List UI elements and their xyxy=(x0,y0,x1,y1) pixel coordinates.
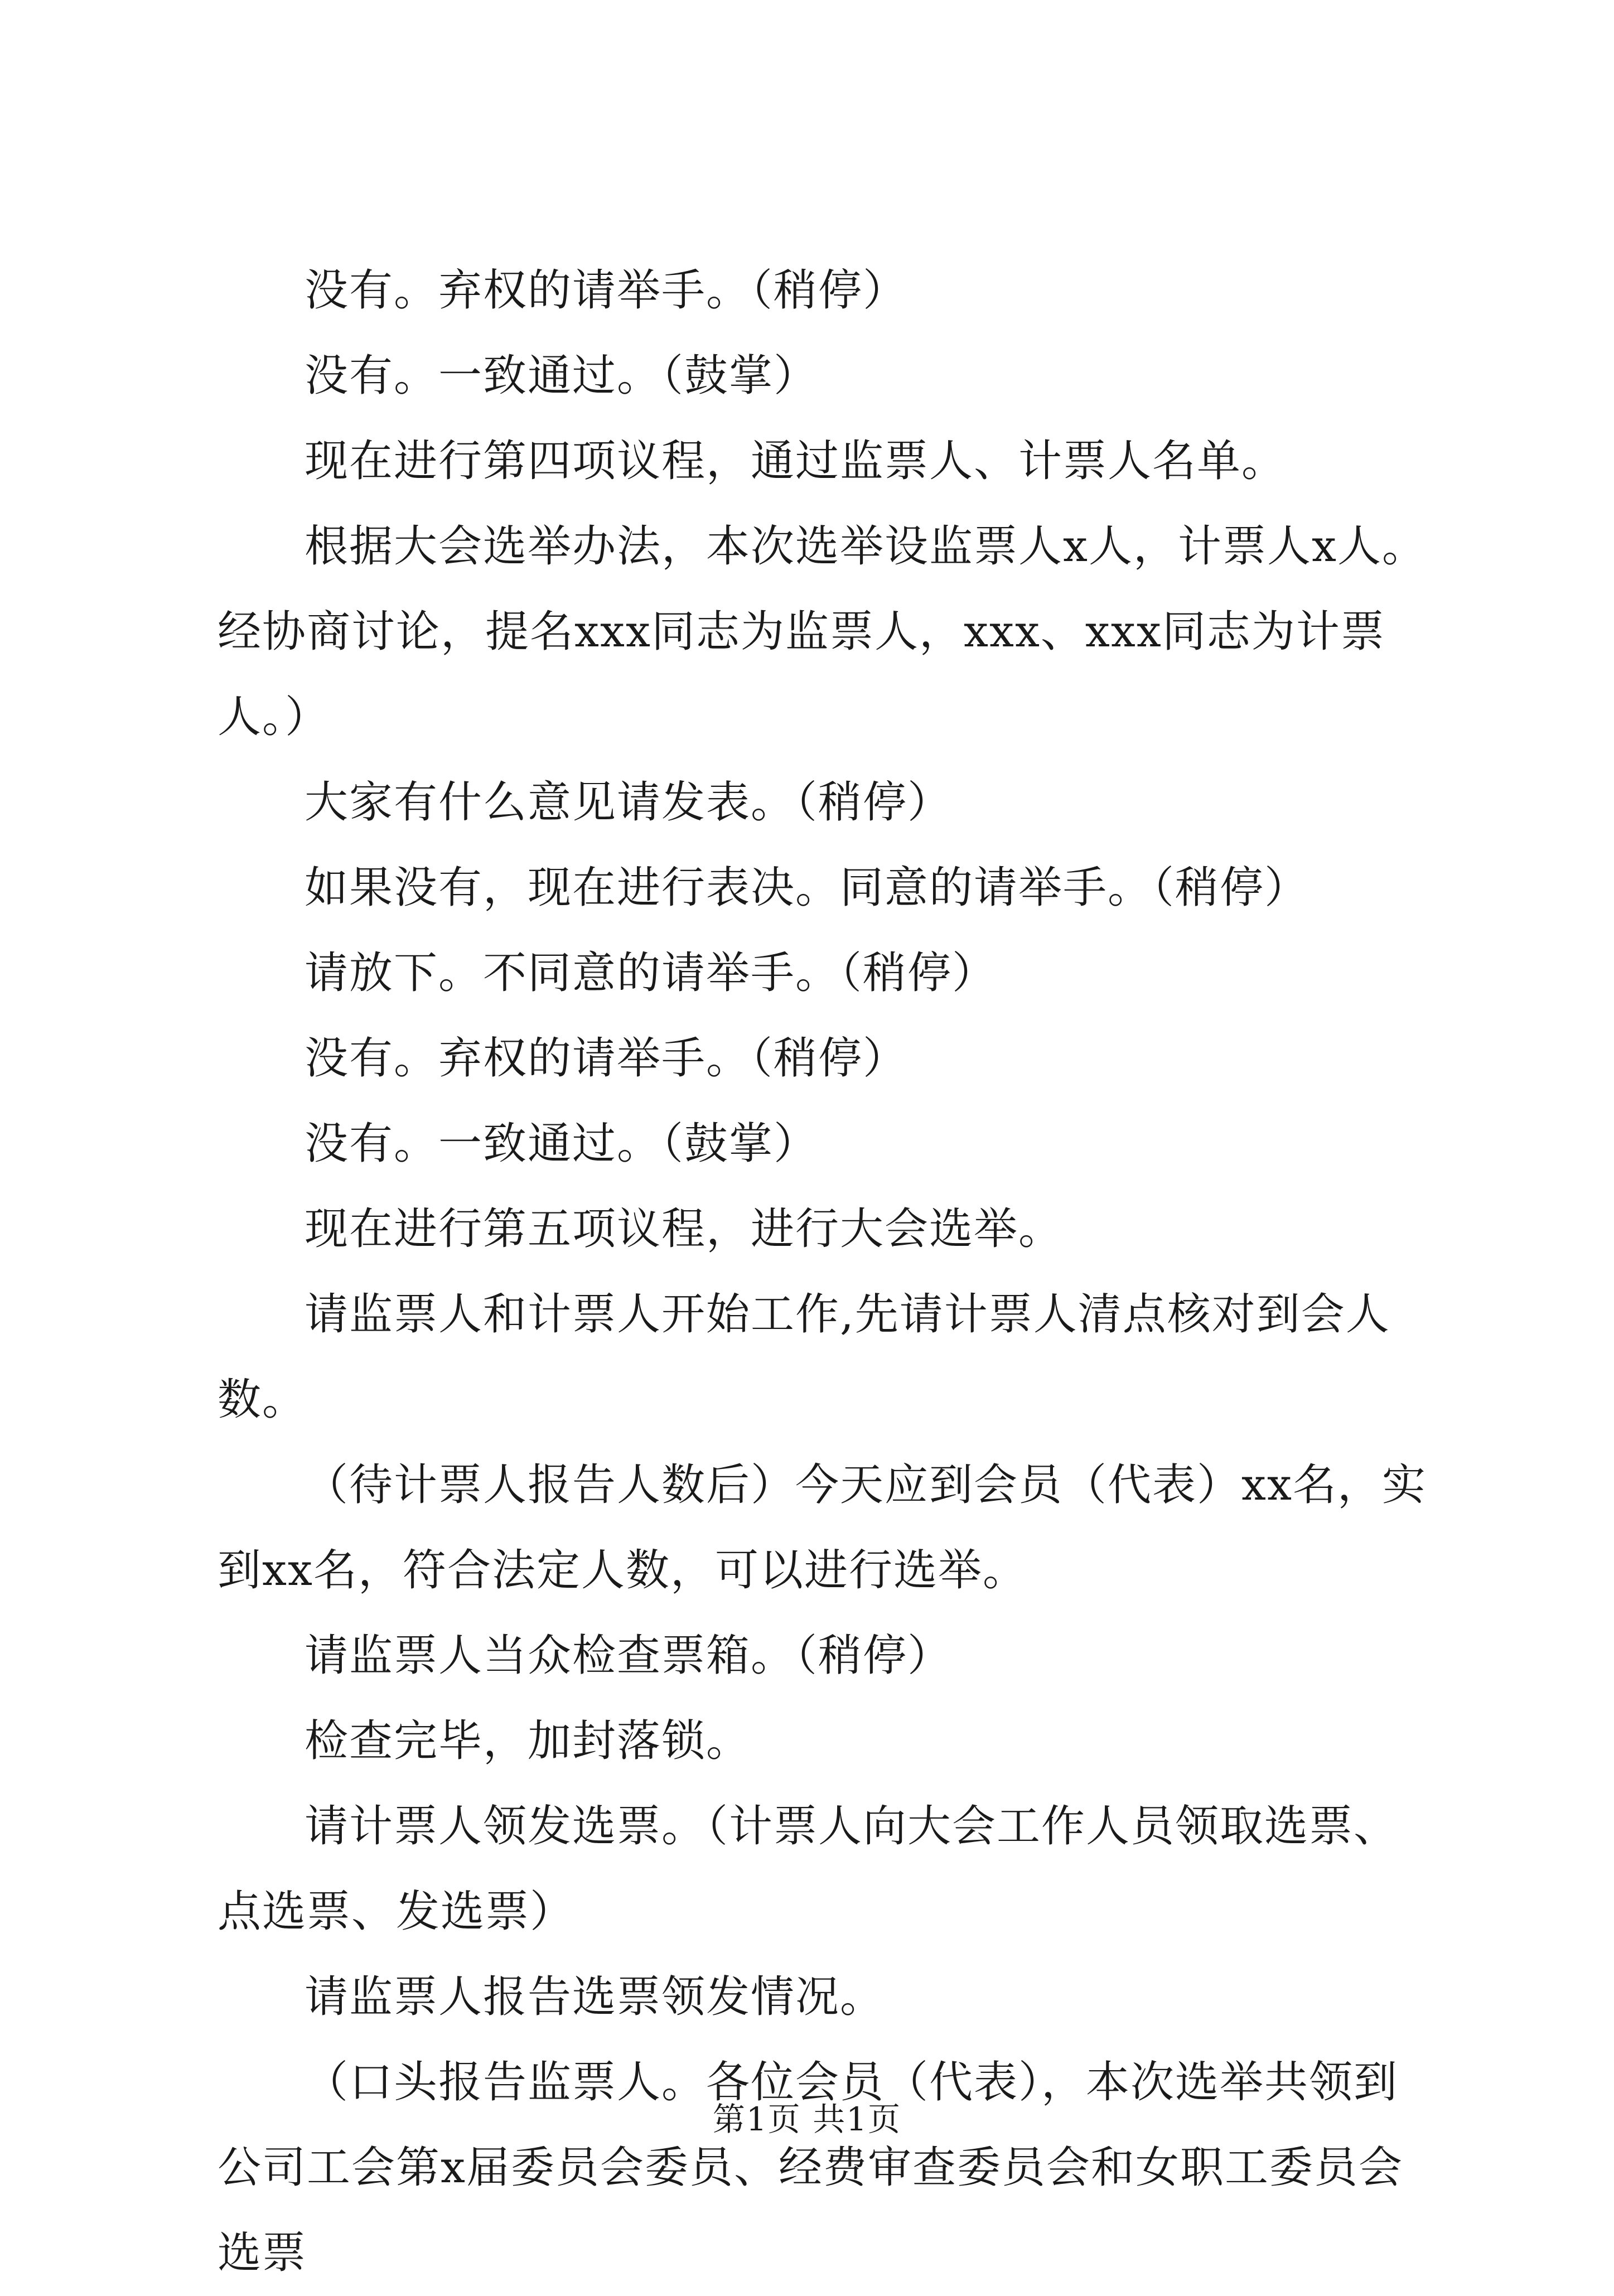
paragraph: 没有。弃权的请举手。（稍停） xyxy=(305,265,908,316)
paragraph: 大家有什么意见请发表。（稍停） xyxy=(305,777,953,828)
paragraph: 如果没有，现在进行表决。同意的请举手。（稍停） xyxy=(305,863,1309,913)
paragraph: 没有。一致通过。（鼓掌） xyxy=(305,351,819,401)
paragraph: （待计票人报告人数后）今天应到会员（代表）xx名，实到xx名，符合法定人数，可以进行选举。 xyxy=(218,1460,1427,1596)
paragraph: 请放下。不同意的请举手。（稍停） xyxy=(305,948,997,998)
paragraph: 请监票人当众检查票箱。（稍停） xyxy=(305,1631,953,1681)
paragraph: 检查完毕，加封落锁。 xyxy=(305,1716,751,1766)
paragraph: 现在进行第五项议程，进行大会选举。 xyxy=(305,1204,1064,1254)
page-number-footer: 第1页 共1页 xyxy=(712,2100,902,2138)
document-body xyxy=(218,248,1433,2296)
paragraph: （口头报告监票人。各位会员（代表），本次选举共领到公司工会第x届委员会委员、经费审查委员会和女职工委员会选票 xyxy=(218,2057,1403,2278)
paragraph: 现在进行第四项议程，通过监票人、计票人名单。 xyxy=(305,436,1287,486)
paragraph: 请监票人和计票人开始工作,先请计票人清点核对到会人数。 xyxy=(218,1289,1390,1425)
paragraph: 请计票人领发选票。（计票人向大会工作人员领取选票、点选票、发选票） xyxy=(218,1801,1399,1937)
paragraph: 没有。一致通过。（鼓掌） xyxy=(305,1119,819,1169)
paragraph: 根据大会选举办法，本次选举设监票人x人，计票人x人。经协商讨论，提名xxx同志为监票人，xxx、xxx同志为计票人。） xyxy=(218,521,1427,742)
paragraph: 请监票人报告选票领发情况。 xyxy=(305,1972,885,2022)
paragraph: 没有。弃权的请举手。（稍停） xyxy=(305,1033,908,1084)
